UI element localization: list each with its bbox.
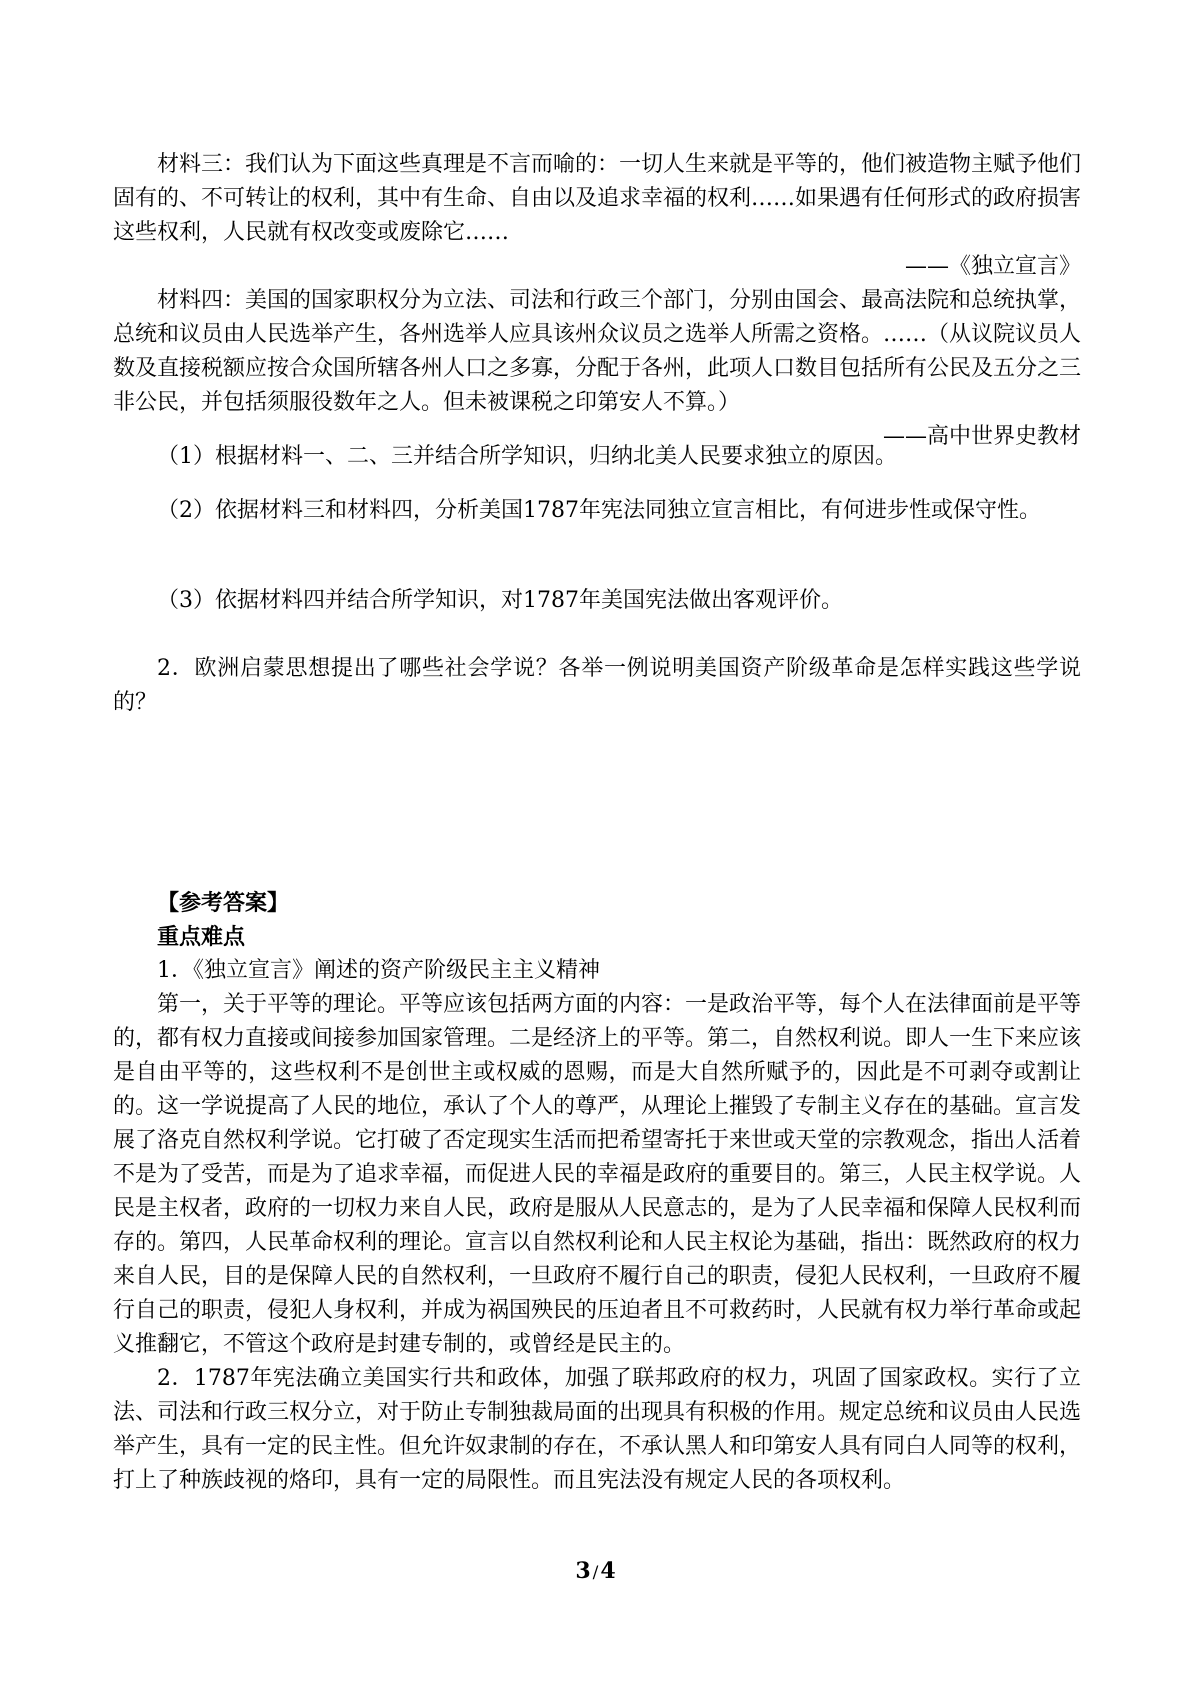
answer-item2: 2．1787年宪法确立美国实行共和政体，加强了联邦政府的权力，巩固了国家政权。实行了立法、司法和行政三权分立，对于防止专制独裁局面的出现具有积极的作用。规定总统和议员由人民选举产生，具有一定的民主性。但允许奴隶制的存在，不承认黑人和印第安人具有同白人同等的权利，打上了种族歧视的烙印，具有一定的局限性。而且宪法没有规定人民的各项权利。: [113, 1366, 1082, 1493]
material-four-source: ——高中世界史教材: [882, 424, 1081, 449]
question-1: （1）根据材料一、二、三并结合所学知识，归纳北美人民要求独立的原因。: [157, 444, 897, 469]
page-current: 3: [575, 1558, 591, 1584]
answer-heading: 【参考答案】: [157, 890, 290, 916]
question-next: 2．欧洲启蒙思想提出了哪些社会学说？各举一例说明美国资产阶级革命是怎样实践这些学说的？: [113, 656, 1081, 715]
material-three: [113, 148, 1081, 284]
material-three-text: 材料三：我们认为下面这些真理是不言而喻的：一切人生来就是平等的，他们被造物主赋予他们固有的、不可转让的权利，其中有生命、自由以及追求幸福的权利……如果遇有任何形式的政府损害这些权利，人民就有权改变或废除它……: [113, 152, 1082, 245]
answer-subheading: 重点难点: [157, 924, 246, 950]
answer-section: [113, 886, 1081, 1498]
question-3: （3）依据材料四并结合所学知识，对1787年美国宪法做出客观评价。: [157, 588, 843, 613]
question-2: （2）依据材料三和材料四，分析美国1787年宪法同独立宣言相比，有何进步性或保守性。: [157, 498, 1041, 523]
material-four-text: 材料四：美国的国家职权分为立法、司法和行政三个部门，分别由国会、最高法院和总统执掌，总统和议员由人民选举产生，各州选举人应具该州众议员之选举人所需之资格。……（从议院议员人数及直接税额应按合众国所辖各州人口之多寡，分配于各州，此项人口数目包括所有公民及五分之三非公民，并包括须服役数年之人。但未被课税之印第安人不算。）: [113, 288, 1082, 415]
material-three-source: ——《独立宣言》: [904, 254, 1081, 279]
page-separator: /: [592, 1563, 599, 1583]
question-2-wrap: [113, 472, 1081, 528]
page-number: [0, 1558, 1191, 1584]
answer-item1-body: 第一，关于平等的理论。平等应该包括两方面的内容：一是政治平等，每个人在法律面前是平等的，都有权力直接或间接参加国家管理。二是经济上的平等。第二，自然权利说。即人一生下来应该是自由平等的，这些权利不是创世主或权威的恩赐，而是大自然所赋予的，因此是不可剥夺或割让的。这一学说提高了人民的地位，承认了个人的尊严，从理论上摧毁了专制主义存在的基础。宣言发展了洛克自然权利学说。它打破了否定现实生活而把希望寄托于来世或天堂的宗教观念，指出人活着不是为了受苦，而是为了追求幸福，而促进人民的幸福是政府的重要目的。第三，人民主权学说。人民是主权者，政府的一切权力来自人民，政府是服从人民意志的，是为了人民幸福和保障人民权利而存的。第四，人民革命权利的理论。宣言以自然权利论和人民主权论为基础，指出：既然政府的权力来自人民，目的是保障人民的自然权利，一旦政府不履行自己的职责，侵犯人民权利，一旦政府不履行自己的职责，侵犯人身权利，并成为祸国殃民的压迫者且不可救药时，人民就有权力举行革命或起义推翻它，不管这个政府是封建专制的，或曾经是民主的。: [113, 992, 1082, 1357]
answer-item1-title: 1．《独立宣言》阐述的资产阶级民主主义精神: [157, 958, 600, 983]
material-four: [113, 284, 1081, 454]
page-total: 4: [600, 1558, 616, 1584]
